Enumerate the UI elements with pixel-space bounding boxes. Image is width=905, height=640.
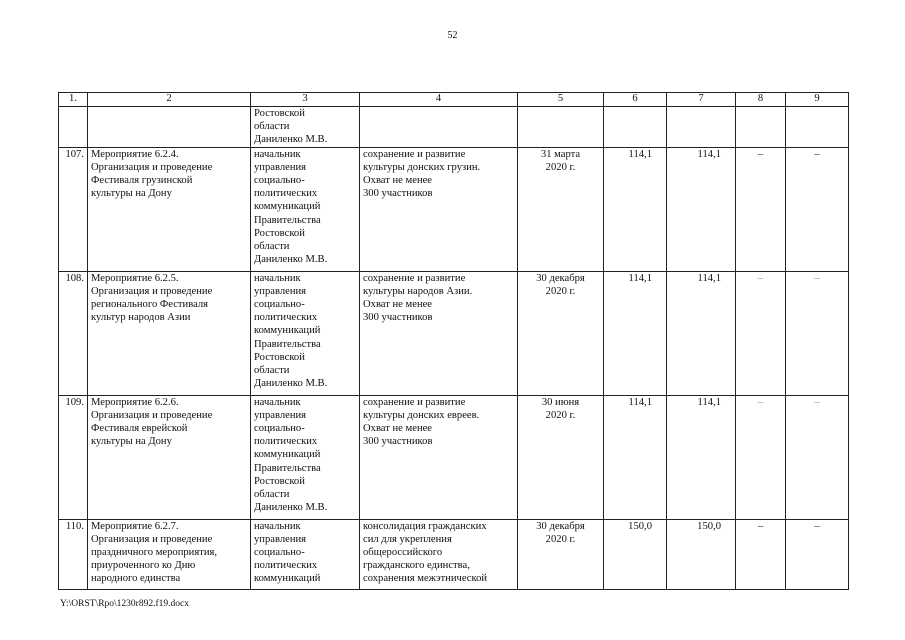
cell-event: Мероприятие 6.2.5. Организация и проведение регионального Фестиваля культур народов Азии <box>88 271 251 395</box>
cell-value-6: 114,1 <box>604 271 667 395</box>
cell-num: 110. <box>59 519 88 589</box>
cell-result: сохранение и развитие культуры донских евреев. Охват не менее 300 участников <box>360 395 518 519</box>
cell-date: 30 июня 2020 г. <box>518 395 604 519</box>
header-col-4: 4 <box>360 93 518 107</box>
header-col-8: 8 <box>736 93 786 107</box>
events-table <box>58 92 849 590</box>
cell-value-8: – <box>736 271 786 395</box>
cell-value-8: – <box>736 519 786 589</box>
header-col-5: 5 <box>518 93 604 107</box>
cell-value-6: 114,1 <box>604 147 667 271</box>
cell-result: сохранение и развитие культуры донских грузин. Охват не менее 300 участников <box>360 147 518 271</box>
cell-value-7: 114,1 <box>667 271 736 395</box>
cell-value-6: 150,0 <box>604 519 667 589</box>
cell-num: 107. <box>59 147 88 271</box>
cell-value-7: 114,1 <box>667 395 736 519</box>
cell-value-9: – <box>786 147 849 271</box>
cell-value-7: 150,0 <box>667 519 736 589</box>
cell-event: Мероприятие 6.2.6. Организация и проведение Фестиваля еврейской культуры на Дону <box>88 395 251 519</box>
table-row <box>59 271 849 395</box>
table-row <box>59 519 849 589</box>
cell-date <box>518 107 604 148</box>
cell-event: Мероприятие 6.2.7. Организация и проведение праздничного мероприятия, приуроченного ко Дню народного единства <box>88 519 251 589</box>
header-row <box>59 93 849 107</box>
cell-value-9: – <box>786 519 849 589</box>
cell-value-6: 114,1 <box>604 395 667 519</box>
table-row <box>59 147 849 271</box>
cell-responsible: начальник управления социально- политических коммуникаций <box>251 519 360 589</box>
cell-value-9: – <box>786 271 849 395</box>
cell-value-7: 114,1 <box>667 147 736 271</box>
cell-result <box>360 107 518 148</box>
header-col-1: 1. <box>59 93 88 107</box>
cell-num <box>59 107 88 148</box>
cell-value-8: – <box>736 395 786 519</box>
cell-date: 30 декабря 2020 г. <box>518 271 604 395</box>
cell-result: консолидация гражданских сил для укрепления общероссийского гражданского единства, сохранения межэтнической <box>360 519 518 589</box>
cell-event: Мероприятие 6.2.4. Организация и проведение Фестиваля грузинской культуры на Дону <box>88 147 251 271</box>
cell-value-9: – <box>786 395 849 519</box>
header-col-6: 6 <box>604 93 667 107</box>
cell-value-9 <box>786 107 849 148</box>
cell-num: 108. <box>59 271 88 395</box>
header-col-9: 9 <box>786 93 849 107</box>
cell-result: сохранение и развитие культуры народов Азии. Охват не менее 300 участников <box>360 271 518 395</box>
header-col-3: 3 <box>251 93 360 107</box>
header-col-7: 7 <box>667 93 736 107</box>
cell-responsible: Ростовской области Даниленко М.В. <box>251 107 360 148</box>
cell-date: 30 декабря 2020 г. <box>518 519 604 589</box>
cell-value-7 <box>667 107 736 148</box>
page-number: 52 <box>447 30 458 41</box>
cell-value-6 <box>604 107 667 148</box>
table-row-continuation <box>59 107 849 148</box>
cell-event <box>88 107 251 148</box>
cell-responsible: начальник управления социально- политических коммуникаций Правительства Ростовской области Даниленко М.В. <box>251 271 360 395</box>
cell-responsible: начальник управления социально- политических коммуникаций Правительства Ростовской области Даниленко М.В. <box>251 395 360 519</box>
footer-file-path: Y:\ORST\Rpo\1230r892.f19.docx <box>60 599 189 609</box>
header-col-2: 2 <box>88 93 251 107</box>
cell-date: 31 марта 2020 г. <box>518 147 604 271</box>
cell-value-8: – <box>736 147 786 271</box>
table-row <box>59 395 849 519</box>
cell-num: 109. <box>59 395 88 519</box>
cell-responsible: начальник управления социально- политических коммуникаций Правительства Ростовской области Даниленко М.В. <box>251 147 360 271</box>
cell-value-8 <box>736 107 786 148</box>
